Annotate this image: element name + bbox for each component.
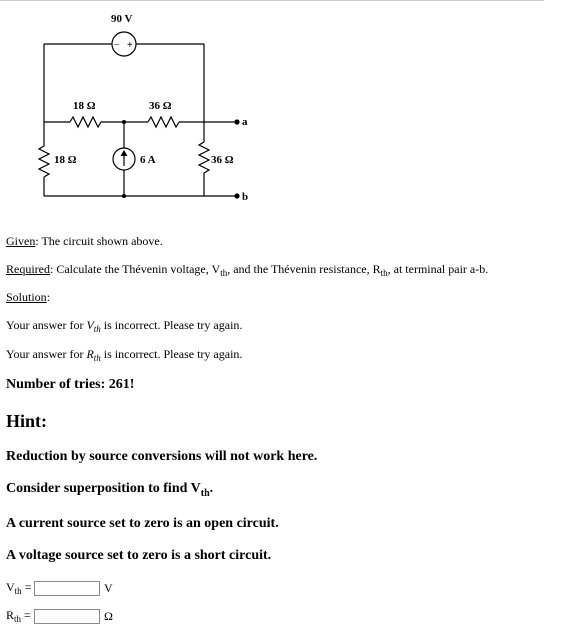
vth-answer-row [6, 580, 113, 596]
voltage-source-label: 90 V [111, 13, 133, 25]
circuit-diagram [30, 8, 270, 223]
resistor-top-left [70, 117, 101, 127]
given-label: Given [6, 234, 36, 248]
hint-line-3: A current source set to zero is an open circuit. [6, 516, 279, 531]
rth-answer-row [6, 608, 113, 624]
hint-line-4: A voltage source set to zero is a short circuit. [6, 548, 272, 563]
resistor-left [39, 146, 49, 177]
required-sub-2: th [380, 268, 388, 278]
feedback-vth [6, 318, 242, 334]
current-source-arrowhead [121, 150, 128, 156]
solution-line: Solution: [6, 290, 51, 304]
feedback-vth-var: V [86, 318, 94, 332]
rth-input[interactable] [34, 609, 100, 624]
hint-line-1: Reduction by source conversions will not work here. [6, 449, 318, 464]
feedback-rth [6, 347, 242, 363]
feedback-rth-sub: th [93, 353, 101, 363]
vs-minus-sign: − [114, 40, 120, 51]
vth-unit: V [104, 580, 113, 595]
hint-line-2-sub: th [200, 488, 210, 499]
required-sub-1: th [220, 268, 228, 278]
given-line [6, 234, 163, 249]
top-divider [0, 0, 544, 1]
required-text-2: , and the Thévenin resistance, R [227, 262, 381, 276]
rth-unit: Ω [104, 608, 113, 623]
required-text-1: : Calculate the Thévenin voltage, V [50, 262, 221, 276]
vth-label-sub: th [14, 586, 22, 596]
r-right-label: 36 Ω [211, 154, 234, 166]
node-mid [122, 120, 126, 124]
r-top-right-label: 36 Ω [149, 100, 172, 112]
required-line [6, 262, 488, 278]
solution-label: Solution [6, 290, 47, 304]
terminal-a-dot [234, 119, 239, 124]
feedback-vth-suffix: is incorrect. Please try again. [100, 318, 243, 332]
current-source-label: 6 A [140, 154, 156, 166]
feedback-rth-prefix: Your answer for [6, 347, 87, 361]
r-left-label: 18 Ω [54, 154, 77, 166]
r-top-left-label: 18 Ω [73, 100, 96, 112]
terminal-b-label: b [242, 191, 249, 203]
tries-count: Number of tries: 261! [6, 377, 135, 392]
rth-label-eq: = [21, 608, 31, 622]
feedback-vth-prefix: Your answer for [6, 318, 87, 332]
hint-line-2-end: . [209, 481, 214, 496]
terminal-a-label: a [242, 116, 248, 128]
rth-input-label [6, 608, 32, 624]
hint-line-2-text: Consider superposition to find V [6, 481, 201, 496]
terminal-b-dot [234, 193, 239, 198]
given-text: : The circuit shown above. [35, 234, 163, 248]
feedback-rth-suffix: is incorrect. Please try again. [100, 347, 243, 361]
resistor-top-right [148, 117, 179, 127]
required-label: Required [6, 262, 50, 276]
vs-plus-sign: + [127, 40, 133, 51]
feedback-rth-var: R [86, 347, 94, 361]
vth-label-eq: = [21, 580, 32, 594]
rth-label-var: R [6, 608, 15, 622]
required-text-3: , at terminal pair a-b. [387, 262, 489, 276]
resistor-right [199, 142, 209, 173]
vth-input-label [6, 580, 32, 596]
vth-input[interactable] [34, 581, 100, 596]
feedback-vth-sub: th [93, 324, 101, 334]
node-bottom [122, 194, 126, 198]
vth-label-var: V [6, 580, 15, 594]
hint-title: Hint: [6, 411, 48, 431]
rth-label-sub: th [14, 614, 22, 624]
hint-line-2 [6, 481, 213, 499]
